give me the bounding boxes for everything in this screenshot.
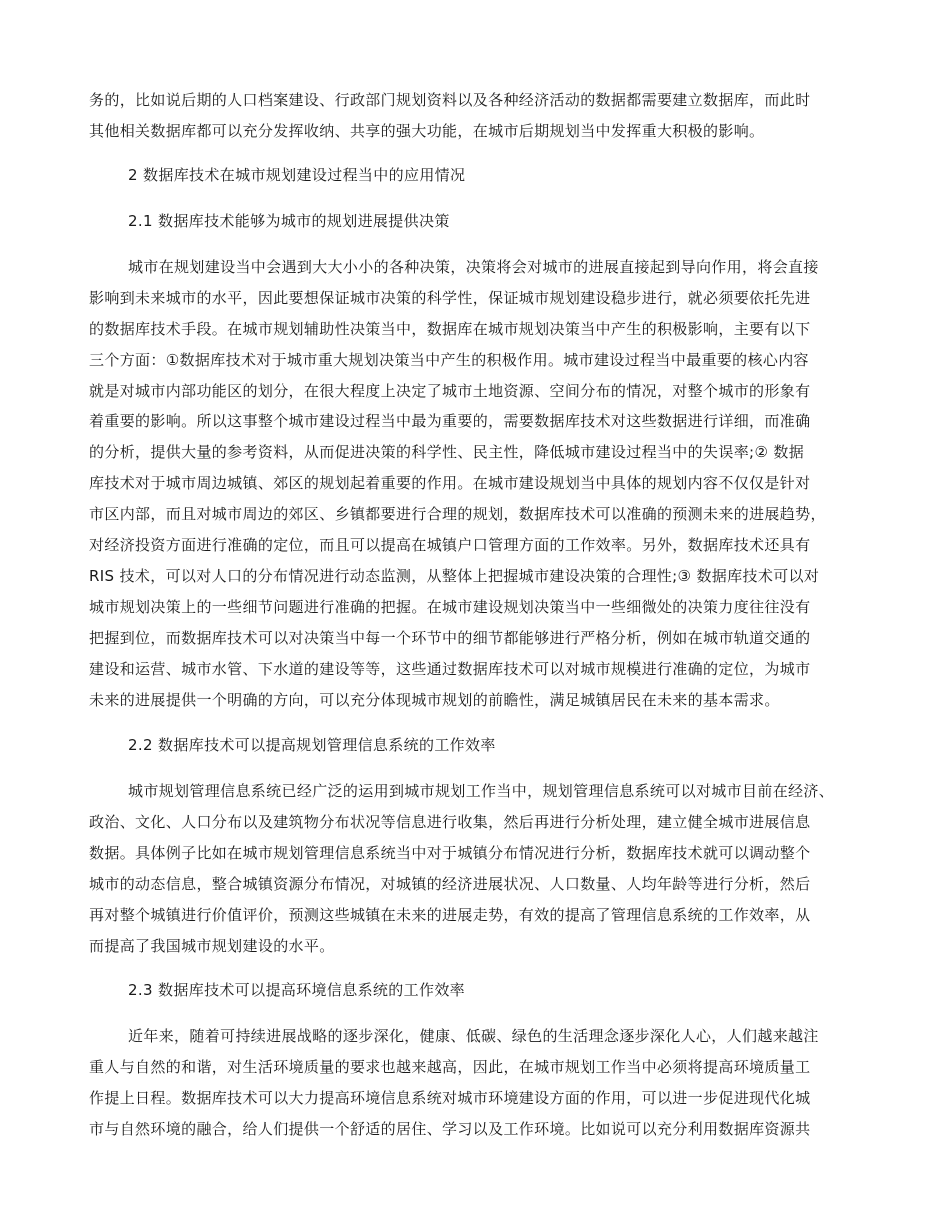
paragraph-line: 对经济投资方面进行准确的定位，而且可以提高在城镇户口管理方面的工作效率。另外，数据库技术还具有 — [89, 536, 811, 554]
paragraph-line: 把握到位，而数据库技术可以对决策当中每一个环节中的细节都能够进行严格分析，例如在城市轨道交通的 — [89, 629, 811, 647]
paragraph-line: 库技术对于城市周边城镇、郊区的规划起着重要的作用。在城市建设规划当中具体的规划内容不仅仅是针对 — [89, 474, 811, 492]
body-text-line: 其他相关数据库都可以充分发挥收纳、共享的强大功能，在城市后期规划当中发挥重大积极的影响。 — [89, 122, 765, 140]
paragraph-line: 就是对城市内部功能区的划分，在很大程度上决定了城市土地资源、空间分布的情况，对整个城市的形象有 — [89, 382, 811, 400]
paragraph-line: 建设和运营、城市水管、下水道的建设等等，这些通过数据库技术可以对城市规模进行准确的定位，为城市 — [89, 660, 811, 678]
paragraph-line: 城市规划管理信息系统已经广泛的运用到城市规划工作当中，规划管理信息系统可以对城市目前在经济、 — [128, 782, 835, 800]
paragraph-line: 近年来，随着可持续进展战略的逐步深化，健康、低碳、绿色的生活理念逐步深化人心，人们越来越注 — [128, 1027, 819, 1045]
section-heading: 2 数据库技术在城市规划建设过程当中的应用情况 — [128, 166, 466, 184]
subsection-heading: 2.3 数据库技术可以提高环境信息系统的工作效率 — [128, 981, 466, 999]
paragraph-line: 而提高了我国城市规划建设的水平。 — [89, 937, 335, 955]
paragraph-line: 市与自然环境的融合，给人们提供一个舒适的居住、学习以及工作环境。比如说可以充分利用数据库资源共 — [89, 1120, 811, 1138]
paragraph-line: 影响到未来城市的水平，因此要想保证城市决策的科学性，保证城市规划建设稳步进行，就必须要依托先进 — [89, 289, 811, 307]
paragraph-line: 的数据库技术手段。在城市规划辅助性决策当中，数据库在城市规划决策当中产生的积极影响，主要有以下 — [89, 320, 811, 338]
subsection-heading: 2.1 数据库技术能够为城市的规划进展提供决策 — [128, 212, 450, 230]
paragraph-line: 数据。具体例子比如在城市规划管理信息系统当中对于城镇分布情况进行分析，数据库技术就可以调动整个 — [89, 844, 811, 862]
paragraph-line: 着重要的影响。所以这事整个城市建设过程当中最为重要的，需要数据库技术对这些数据进行详细，而准确 — [89, 412, 811, 430]
paragraph-line: 城市规划决策上的一些细节问题进行准确的把握。在城市建设规划决策当中一些细微处的决策力度往往没有 — [89, 598, 811, 616]
paragraph-line: 城市的动态信息，整合城镇资源分布情况，对城镇的经济进展状况、人口数量、人均年龄等进行分析，然后 — [89, 875, 811, 893]
body-text-line: 务的，比如说后期的人口档案建设、行政部门规划资料以及各种经济活动的数据都需要建立数据库，而此时 — [89, 91, 811, 109]
paragraph-line: RIS 技术，可以对人口的分布情况进行动态监测，从整体上把握城市建设决策的合理性;③ 数据库技术可以对 — [89, 567, 820, 585]
paragraph-line: 三个方面：①数据库技术对于城市重大规划决策当中产生的积极作用。城市建设过程当中最重要的核心内容 — [89, 351, 809, 369]
paragraph-line: 的分析，提供大量的参考资料，从而促进决策的科学性、民主性，降低城市建设过程当中的失误率;② 数据 — [89, 443, 805, 461]
paragraph-line: 重人与自然的和谐，对生活环境质量的要求也越来越高，因此，在城市规划工作当中必须将提高环境质量工 — [89, 1058, 811, 1076]
paragraph-line: 作提上日程。数据库技术可以大力提高环境信息系统对城市环境建设方面的作用，可以进一步促进现代化城 — [89, 1089, 811, 1107]
subsection-heading: 2.2 数据库技术可以提高规划管理信息系统的工作效率 — [128, 736, 496, 754]
paragraph-line: 再对整个城镇进行价值评价，预测这些城镇在未来的进展走势，有效的提高了管理信息系统的工作效率，从 — [89, 906, 811, 924]
paragraph-line: 未来的进展提供一个明确的方向，可以充分体现城市规划的前瞻性，满足城镇居民在未来的基本需求。 — [89, 691, 780, 709]
paragraph-line: 市区内部，而且对城市周边的郊区、乡镇都要进行合理的规划，数据库技术可以准确的预测未来的进展趋势， — [89, 505, 826, 523]
paragraph-line: 城市在规划建设当中会遇到大大小小的各种决策，决策将会对城市的进展直接起到导向作用，将会直接 — [128, 258, 819, 276]
paragraph-line: 政治、文化、人口分布以及建筑物分布状况等信息进行收集，然后再进行分析处理，建立健全城市进展信息 — [89, 813, 811, 831]
